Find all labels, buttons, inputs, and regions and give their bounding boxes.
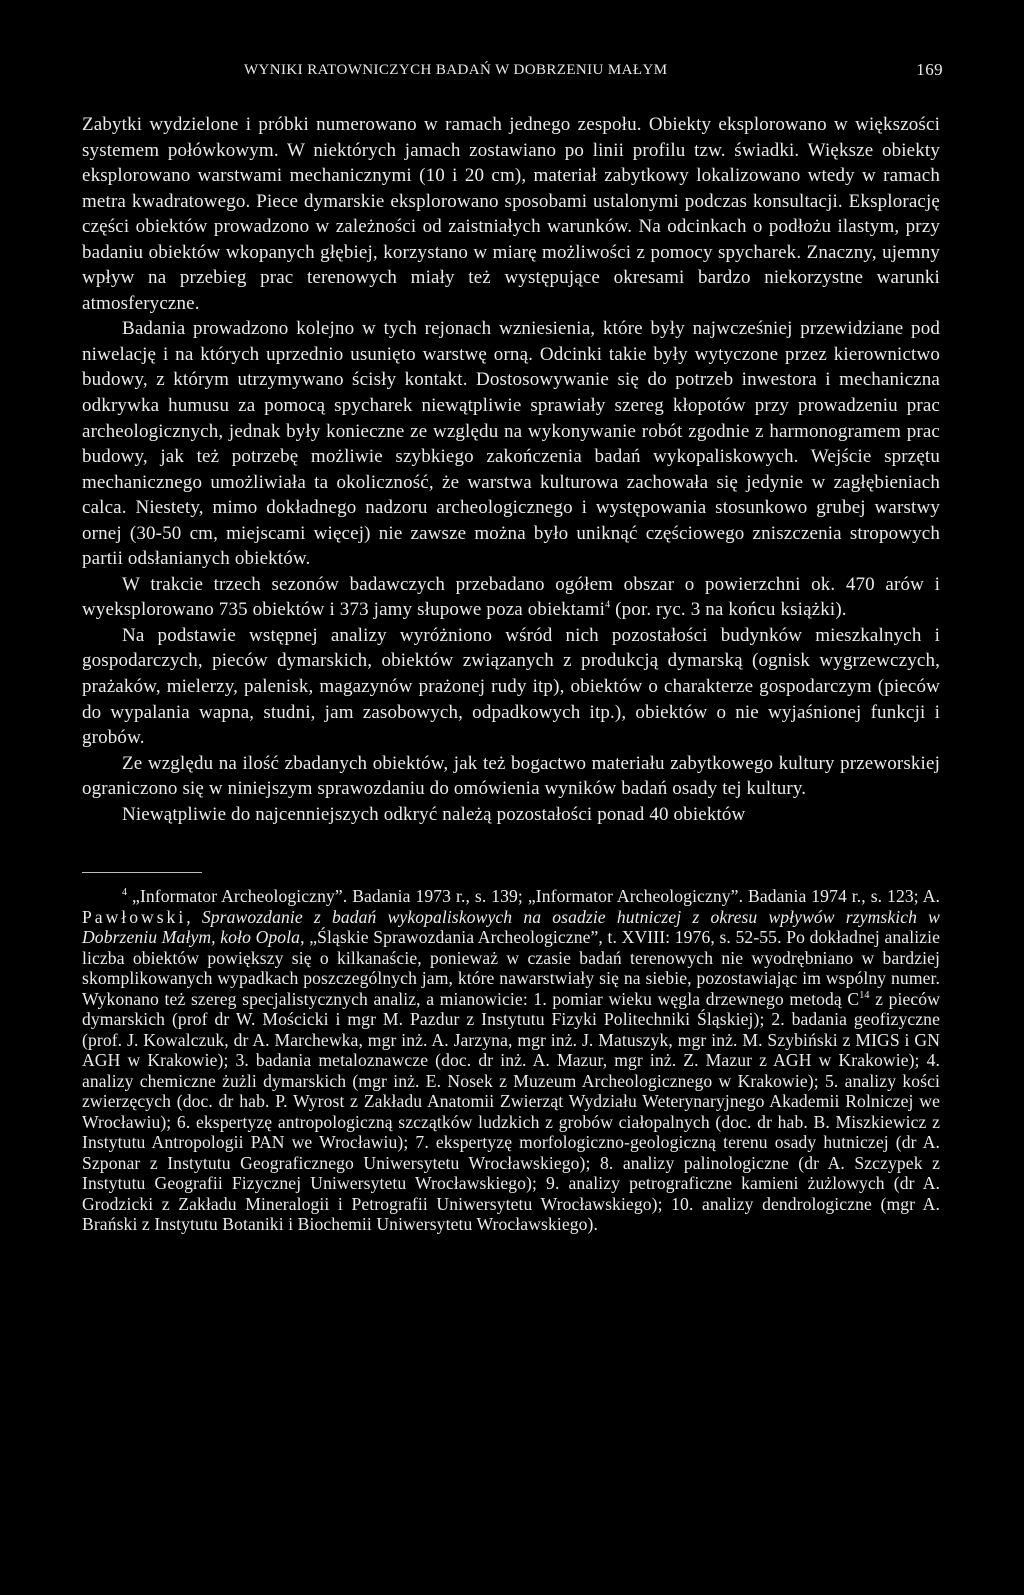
footnote-mark: 4	[122, 887, 128, 899]
paragraph-3-text: W trakcie trzech sezonów badawczych przebadano ogółem obszar o powierzchni ok. 470 arów i wyeksplorowano 735 obiektów i 373 jamy słupowe poza obiektami	[82, 573, 940, 621]
footnote-text-2: ,	[186, 906, 202, 927]
paragraph-2: Badania prowadzono kolejno w tych rejonach wzniesienia, które były najwcześniej przewidziane pod niwelację i na których uprzednio usunięto warstwę orną. Odcinki takie były wytyczone przez kierownictwo budowy, z którym utrzymywano ścisły kontakt. Dostosowywanie się do potrzeb inwestora i mechaniczna odkrywka humusu za pomocą spycharek niewątpliwie sprawiały szereg kłopotów przy prowadzeniu prac archeologicznych, jednak były konieczne ze względu na wykonywanie robót zgodnie z harmonogramem prac budowy, jak też potrzebę możliwie szybkiego zakończenia badań wykopaliskowych. Wejście sprzętu mechanicznego umożliwiała ta okoliczność, że warstwa kulturowa zachowała się jedynie w zagłębieniach calca. Niestety, mimo dokładnego nadzoru archeologicznego i występowania stosunkowo grubej warstwy ornej (30-50 cm, miejscami więcej) nie zawsze można było uniknąć częściowego zniszczenia stropowych partii odsłanianych obiektów.	[82, 318, 940, 570]
paragraph-5: Ze względu na ilość zbadanych obiektów, jak też bogactwo materiału zabytkowego kultury przeworskiej ograniczono się w niniejszym sprawozdaniu do omówienia wyników badań osady tej kultury.	[82, 752, 940, 800]
footnote-text-4: z pieców dymarskich (prof dr W. Mościcki i mgr M. Pazdur z Instytutu Fizyki Politechniki Śląskiej); 2. badania geofizyczne (prof. J. Kowalczuk, dr A. Marchewka, mgr inż. A. Jarzyna, mgr inż. J. Matuszyk, mgr inż. M. Szybiński z MIGS i GN AGH w Krakowie); 3. badania metaloznawcze (doc. dr inż. A. Mazur, mgr inż. Z. Mazur z AGH w Krakowie); 4. analizy chemiczne żużli dymarskich (mgr inż. E. Nosek z Muzeum Archeologicznego w Krakowie); 5. analizy kości zwierzęcych (doc. dr hab. P. Wyrost z Zakładu Anatomii Zwierząt Wydziału Weterynaryjnego Akademii Rolniczej we Wrocławiu); 6. ekspertyzę antropologiczną szczątków ludzkich z grobów ciałopalnych (doc. dr hab. B. Miszkiewicz z Instytutu Antropologii PAN we Wrocławiu); 7. ekspertyzę morfologiczno-geologiczną terenu osady hutniczej (dr A. Szponar z Instytutu Geograficznego Uniwersytetu Wrocławskiego); 8. analizy palinologiczne (dr A. Szczypek z Instytutu Geografii Fizycznej Uniwersytetu Wrocławskiego); 9. analizy petrograficzne kamieni żużlowych (dr A. Grodzicki z Zakładu Mineralogii i Petrografii Uniwersytetu Wrocławskiego); 10. analizy dendrologiczne (mgr A. Brański z Instytutu Botaniki i Biochemii Uniwersytetu Wrocławskiego).	[82, 988, 940, 1235]
footnote-author: Pawłowski	[82, 906, 187, 927]
footnote-4	[82, 886, 940, 1235]
paragraph-4: Na podstawie wstępnej analizy wyróżniono wśród nich pozostałości budynków mieszkalnych i gospodarczych, pieców dymarskich, obiektów związanych z produkcją dymarską (ognisk wygrzewczych, prażaków, mielerzy, palenisk, magazynów prażonej rudy itp), obiektów o charakterze gospodarczym (pieców do wypalania wapna, studni, jam zasobowych, odpadkowych itp.), obiektów o nie wyjaśnionej funkcji i grobów.	[82, 624, 940, 749]
paragraph-1: Zabytki wydzielone i próbki numerowano w ramach jednego zespołu. Obiekty eksplorowano w większości systemem połówkowym. W niektórych jamach zostawiano po linii profilu tzw. świadki. Większe obiekty eksplorowano warstwami mechanicznymi (10 i 20 cm), materiał zabytkowy lokalizowano wtedy w ramach metra kwadratowego. Piece dymarskie eksplorowano sposobami ustalonymi podczas konsultacji. Eksplorację części obiektów prowadzono w zależności od zaistniałych warunków. Na odcinkach o podłożu ilastym, przy badaniu obiektów wkopanych głębiej, korzystano w miarę możliwości z pomocy spycharek. Znaczny, ujemny wpływ na przebieg prac terenowych miały też występujące okresami bardzo niekorzystne warunki atmosferyczne.	[82, 114, 940, 314]
running-head	[82, 58, 943, 82]
running-title: WYNIKI RATOWNICZYCH BADAŃ W DOBRZENIU MAŁYM	[244, 62, 668, 78]
footnote-divider	[82, 872, 202, 873]
footnotes	[82, 886, 940, 1235]
footnote-text-1: „Informator Archeologiczny”. Badania 1973 r., s. 139; „Informator Archeologiczny”. Badania 1974 r., s. 123; A.	[127, 886, 940, 907]
page-number: 169	[916, 60, 943, 79]
body-text	[82, 112, 940, 827]
document-page	[82, 58, 943, 1235]
paragraph-3	[82, 572, 940, 623]
footnote-cited-title: Sprawozdanie z badań wykopaliskowych na osadzie hutniczej z okresu wpływów rzymskich w Dobrzeniu Małym, koło Opola	[82, 906, 940, 948]
footnote-text-3: , „Śląskie Sprawozdania Archeologiczne”, t. XVIII: 1976, s. 52-55. Po dokładnej analizie liczba obiektów powiększy się o kilkanaście, ponieważ w czasie badań terenowych nie wyodrębniano w bardziej skomplikowanych wypadkach poszczególnych jam, które nawarstwiały się na siebie, pozostawiając im wspólny numer. Wykonano też szereg specjalistycznych analiz, a mianowicie: 1. pomiar wieku węgla drzewnego metodą C	[82, 927, 940, 1009]
paragraph-6: Niewątpliwie do najcenniejszych odkryć należą pozostałości ponad 40 obiektów	[122, 803, 746, 825]
footnote-reference: 4	[605, 600, 611, 612]
c14-superscript: 14	[859, 989, 870, 1001]
paragraph-3-tail: (por. ryc. 3 na końcu książki).	[610, 599, 847, 621]
